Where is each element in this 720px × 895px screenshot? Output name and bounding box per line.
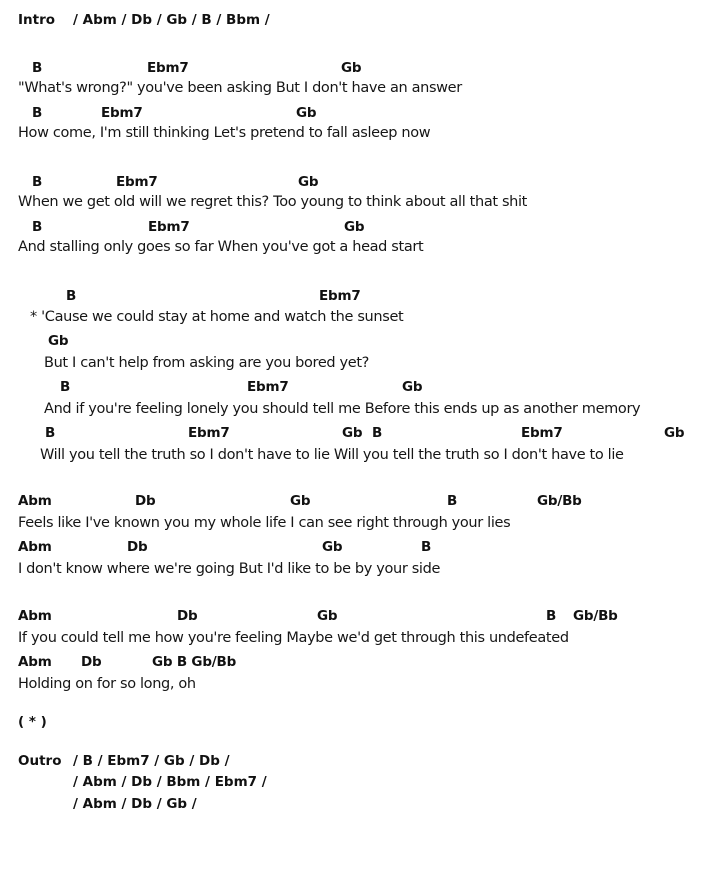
lyric-line: Will you tell the truth so I don't have to lie Will you tell the truth so I don't have to lie [40,447,624,463]
chord: Gb [341,60,362,76]
chord: Gb [344,219,365,235]
outro-progression-line: / B / Ebm7 / Gb / Db / [73,753,230,769]
chord: Db [135,493,156,509]
chord: Db [81,654,102,670]
outro-label: Outro [18,753,62,769]
chord: B [32,174,43,190]
outro-progression-line: / Abm / Db / Bbm / Ebm7 / [73,774,267,790]
intro-label: Intro [18,12,56,28]
chord: Ebm7 [116,174,158,190]
chord: Ebm7 [521,425,563,441]
chord: Gb B Gb/Bb [152,654,237,670]
intro-progression: / Abm / Db / Gb / B / Bbm / [73,12,270,28]
lyric-line: I don't know where we're going But I'd like to be by your side [18,561,441,577]
lyric-line: When we get old will we regret this? Too young to think about all that shit [18,194,528,210]
lyric-line: Holding on for so long, oh [18,676,196,692]
chord: B [60,379,71,395]
chord: Ebm7 [101,105,143,121]
chord: B [372,425,383,441]
chord: Abm [18,539,52,555]
lyric-line: And stalling only goes so far When you've got a head start [18,239,424,255]
chord: Abm [18,654,52,670]
chord: Gb [298,174,319,190]
chord: B [447,493,458,509]
chord: Abm [18,608,52,624]
chord: Gb [342,425,363,441]
chord: B [32,60,43,76]
chord: Ebm7 [147,60,189,76]
chord: Gb/Bb [537,493,582,509]
chord: Gb [402,379,423,395]
lyric-line: And if you're feeling lonely you should tell me Before this ends up as another memory [44,401,641,417]
chord: B [421,539,432,555]
lyric-line: But I can't help from asking are you bored yet? [44,355,370,371]
chord: Ebm7 [319,288,361,304]
chord: B [45,425,56,441]
chord: B [32,219,43,235]
lyric-line: If you could tell me how you're feeling Maybe we'd get through this undefeated [18,630,569,646]
repeat-marker: ( * ) [18,714,47,730]
chord: Gb [317,608,338,624]
chord: Gb [322,539,343,555]
chord: Abm [18,493,52,509]
chord: Gb [48,333,69,349]
chord: Gb/Bb [573,608,618,624]
chord: Gb [664,425,685,441]
lyric-line: Feels like I've known you my whole life I can see right through your lies [18,515,511,531]
chord: Ebm7 [188,425,230,441]
chord: Db [177,608,198,624]
chord: Gb [290,493,311,509]
lyric-line: How come, I'm still thinking Let's pretend to fall asleep now [18,125,431,141]
chord: Ebm7 [247,379,289,395]
chord: B [32,105,43,121]
lyric-line: * 'Cause we could stay at home and watch the sunset [30,309,404,325]
chord: Ebm7 [148,219,190,235]
chord: B [546,608,557,624]
chord: Db [127,539,148,555]
chord: Gb [296,105,317,121]
outro-progression-line: / Abm / Db / Gb / [73,796,197,812]
lyric-line: "What's wrong?" you've been asking But I don't have an answer [18,80,462,96]
chord: B [66,288,77,304]
